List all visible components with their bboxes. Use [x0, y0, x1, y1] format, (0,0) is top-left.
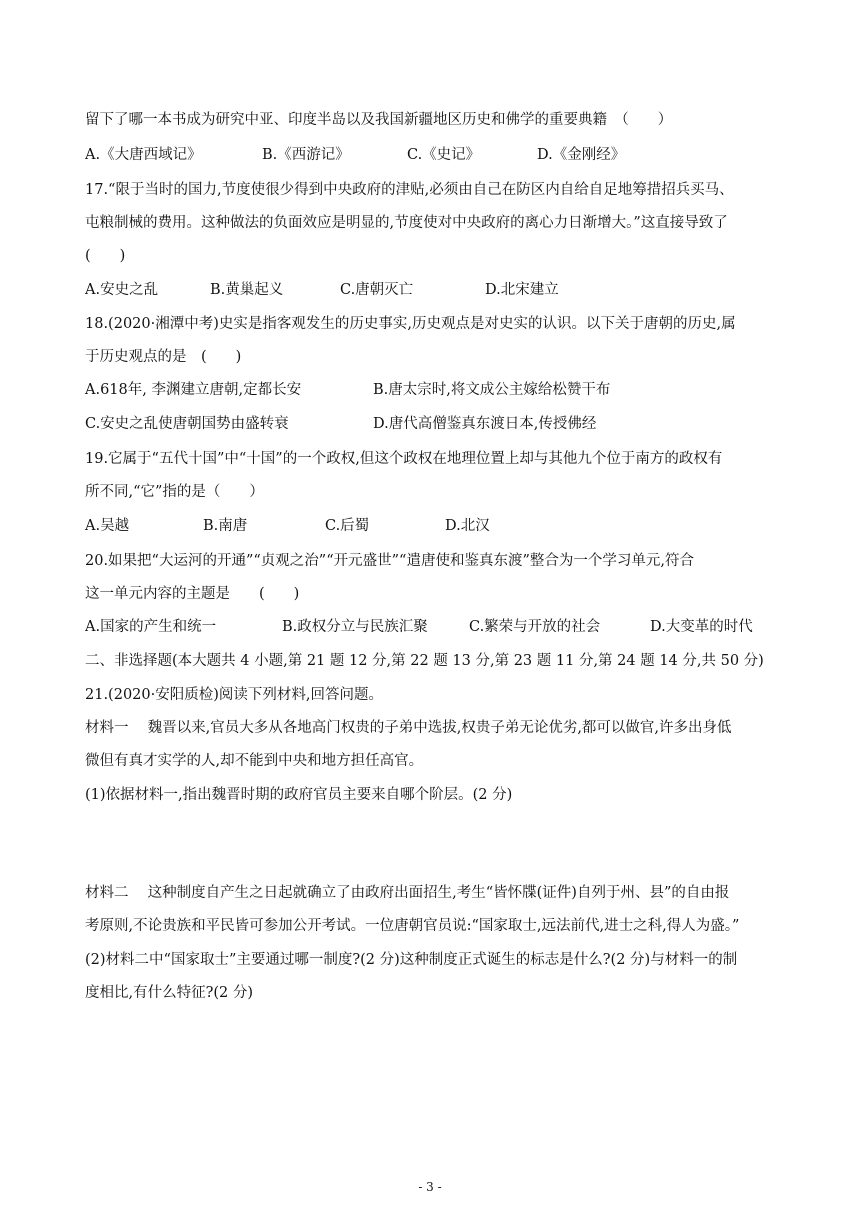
- q17-option-d: D.北宋建立: [485, 282, 559, 298]
- q16-option-c: C.《史记》: [407, 147, 481, 163]
- q16-option-a: A.《大唐西域记》: [85, 147, 202, 163]
- q18-option-b: B.唐太宗时,将文成公主嫁给松赞干布: [373, 382, 611, 398]
- q21-material-1-line-1: 材料一 魏晋以来,官员大多从各地高门权贵的子弟中选拔,权贵子弟无论优劣,都可以做官,许多出身低: [85, 720, 732, 736]
- q19-option-b: B.南唐: [203, 518, 248, 534]
- section-2-heading: 二、非选择题(本大题共 4 小题,第 21 题 12 分,第 22 题 13 分,第 23 题 11 分,第 24 题 14 分,共 50 分): [85, 653, 764, 669]
- q20-option-b: B.政权分立与民族汇聚: [282, 619, 428, 635]
- q16-stem-tail: 留下了哪一本书成为研究中亚、印度半岛以及我国新疆地区历史和佛学的重要典籍 （ ）: [85, 112, 673, 128]
- q20-stem-line-1: 20.如果把“大运河的开通”“贞观之治”“开元盛世”“遣唐使和鉴真东渡”整合为一个学习单元,符合: [85, 553, 694, 569]
- q20-option-a: A.国家的产生和统一: [85, 619, 217, 635]
- q20-stem-line-2: 这一单元内容的主题是 ( ): [85, 586, 300, 602]
- q17-stem-line-1: 17.“限于当时的国力,节度使很少得到中央政府的津贴,必须由自己在防区内自给自足地筹措招兵买马、: [85, 182, 734, 198]
- q21-subquestion-2-line-2: 度相比,有什么特征?(2 分): [85, 985, 254, 1001]
- q19-stem-line-2: 所不同,“它”指的是（ ）: [85, 484, 264, 500]
- q21-subquestion-1: (1)依据材料一,指出魏晋时期的政府官员主要来自哪个阶层。(2 分): [85, 787, 513, 803]
- q18-option-a: A.618年, 李渊建立唐朝,定都长安: [85, 382, 302, 398]
- q19-option-d: D.北汉: [445, 518, 490, 534]
- q17-option-c: C.唐朝灭亡: [340, 282, 414, 298]
- q19-option-c: C.后蜀: [325, 518, 370, 534]
- q18-stem-line-1: 18.(2020·湘潭中考)史实是指客观发生的历史事实,历史观点是对史实的认识。以下关于唐朝的历史,属: [85, 316, 736, 332]
- q17-option-a: A.安史之乱: [85, 282, 159, 298]
- page-number: - 3 -: [418, 1180, 442, 1194]
- q17-stem-line-2: 屯粮制械的费用。这种做法的负面效应是明显的,节度使对中央政府的离心力日渐增大。”这直接导致了: [85, 215, 728, 231]
- q18-option-d: D.唐代高僧鉴真东渡日本,传授佛经: [373, 416, 597, 432]
- q17-answer-bracket: ( ): [85, 248, 126, 264]
- q19-stem-line-1: 19.它属于“五代十国”中“十国”的一个政权,但这个政权在地理位置上却与其他九个位于南方的政权有: [85, 451, 723, 467]
- q21-material-1-line-2: 微但有真才实学的人,却不能到中央和地方担任高官。: [85, 753, 424, 769]
- q16-option-d: D.《金刚经》: [537, 147, 626, 163]
- q16-option-b: B.《西游记》: [262, 147, 350, 163]
- q21-material-2-line-2: 考原则,不论贵族和平民皆可参加公开考试。一位唐朝官员说:“国家取士,远法前代,进士之科,得人为盛。”: [85, 918, 740, 934]
- q18-stem-line-2: 于历史观点的是 ( ): [85, 349, 242, 365]
- q20-option-d: D.大变革的时代: [650, 619, 753, 635]
- q17-option-b: B.黄巢起义: [210, 282, 284, 298]
- q21-material-2-line-1: 材料二 这种制度自产生之日起就确立了由政府出面招生,考生“皆怀牒(证件)自列于州、县”的自由报: [85, 885, 730, 901]
- q20-option-c: C.繁荣与开放的社会: [469, 619, 601, 635]
- q18-option-c: C.安史之乱使唐朝国势由盛转衰: [85, 416, 289, 432]
- q21-intro: 21.(2020·安阳质检)阅读下列材料,回答问题。: [85, 687, 383, 703]
- q21-subquestion-2-line-1: (2)材料二中“国家取士”主要通过哪一制度?(2 分)这种制度正式诞生的标志是什么?(2 分)与材料一的制: [85, 952, 738, 968]
- q19-option-a: A.吴越: [85, 518, 130, 534]
